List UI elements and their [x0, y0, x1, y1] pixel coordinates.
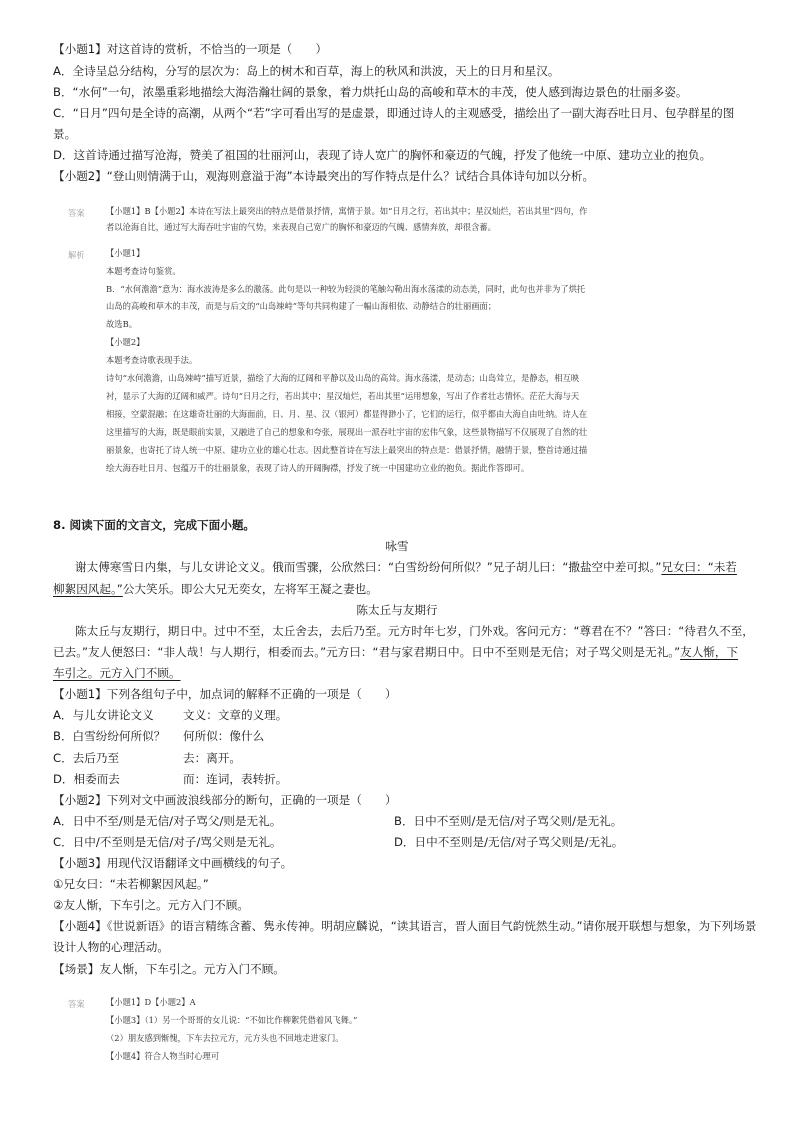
underlined-sentence: 柳絮因风起。”: [53, 582, 123, 596]
q8-s2-option-a: A．日中不至/则是无信/对子骂父/则是无礼。: [53, 814, 282, 828]
passage-2-line-2: 已去。”友人便怒曰：“非人哉！与人期行，相委而去。”元方曰：“君与家君期日中。日中不至则是无信；对子骂父则是无礼。”友人惭，下: [53, 645, 739, 659]
passage-2-line-1: 陈太丘与友期行，期日中。过中不至，太丘舍去，去后乃至。元方时年七岁，门外戏。客问元方：“尊君在不？”答曰：“待君久不至，: [75, 624, 754, 638]
q8-s1-option-d: D．相委而去 而：连词，表转折。: [53, 772, 288, 786]
underlined-sentence: 车引之。元方入门不顾。: [53, 666, 181, 680]
passage-1-line-2: 柳絮因风起。”公大笑乐。即公大兄无奕女，左将军王凝之妻也。: [53, 582, 378, 596]
q7-option-b: B．“水何”一句，浓墨重彩地描绘大海浩瀚壮阔的景象，着力烘托山岛的高峻和草木的丰茂，使人感到海边景色的壮丽多姿。: [53, 85, 688, 99]
q8-subquestion-4: 【小题4】《世说新语》的语言精练含蓄、隽永传神。明胡应麟说，“读其语言，晋人面目气韵恍然生动。”请你展开联想与想象，为下列场景: [53, 919, 757, 933]
q8-answer-line-2: 【小题3】（1）另一个哥哥的女儿说：“不如比作柳絮凭借着风飞舞。”: [106, 1015, 358, 1025]
q8-s1-option-b: B．白雪纷纷何所似？ 何所似：像什么: [53, 729, 265, 743]
passage-title-1: 咏雪: [385, 539, 409, 553]
underlined-sentence: 兄女曰：“未若: [661, 560, 737, 574]
analysis-line: 绘大海吞吐日月、包蕴万千的壮丽景象，表现了诗人的开阔胸襟，抒发了统一中国建功立业的抱负。据此作答即可。: [106, 463, 530, 473]
q7-subquestion-2: 【小题2】“登山则情满于山，观海则意溢于海”本诗最突出的写作特点是什么？试结合具体诗句加以分析。: [53, 169, 595, 183]
answer-label: 答案: [68, 208, 85, 218]
q8-heading: 8. 阅读下面的文言文，完成下面小题。: [53, 518, 256, 532]
passage-1-line-1: 谢太傅寒雪日内集，与儿女讲论文义。俄而雪骤，公欣然曰：“白雪纷纷何所似？”兄子胡儿曰：“撒盐空中差可拟。”兄女曰：“未若: [75, 560, 737, 574]
passage-title-2: 陈太丘与友期行: [356, 603, 438, 617]
q8-s3-item-2: ②友人惭，下车引之。元方入门不顾。: [53, 898, 249, 912]
q8-s2-option-b: B．日中不至则/是无信/对子骂父则/是无礼。: [394, 814, 623, 828]
q8-s1-option-c: C．去后乃至 去：离开。: [53, 751, 241, 765]
q8-s3-item-1: ①兄女曰：“未若柳絮因风起。”: [53, 877, 209, 891]
q8-subquestion-3: 【小题3】用现代汉语翻译文中画横线的句子。: [53, 856, 293, 870]
q7-answer-line-2: 者以沧海自比，通过写大海吞吐宇宙的气势，来表现自己宽广的胸怀和豪迈的气魄、感情奔放，却很含蓄。: [106, 222, 496, 232]
q8-answer-line-4: 【小题4】符合人物当时心理可: [106, 1051, 220, 1061]
q7-option-a: A．全诗呈总分结构，分写的层次为：岛上的树木和百草，海上的秋风和洪波，天上的日月和星汉。: [53, 64, 560, 78]
analysis-line: 本题考查诗句鉴赏。: [106, 266, 181, 276]
q7-option-d: D．这首诗通过描写沧海，赞美了祖国的壮丽河山，表现了诗人宽广的胸怀和豪迈的气魄，抒发了他统一中原、建功立业的抱负。: [53, 148, 712, 162]
underlined-sentence: 友人惭，下: [680, 645, 739, 659]
q7-subquestion-1: 【小题1】对这首诗的赏析，不恰当的一项是（ ）: [53, 42, 328, 56]
analysis-line: 山岛的高峻和草木的丰茂，而是与后文的“山岛竦峙”等句共同构建了一幅山海相依、动静结合的壮丽画面；: [106, 301, 497, 311]
q8-s1-option-a: A．与儿女讲论文义 文义：文章的义理。: [53, 708, 288, 722]
analysis-line: 丽景象，也寄托了诗人统一中原、建功立业的雄心壮志。因此整首诗在写法上最突出的特点是：借景抒情，融情于景，整首诗通过描: [106, 445, 588, 455]
analysis-label: 解析: [68, 250, 85, 260]
q8-answer-line-1: 【小题1】D【小题2】A: [106, 997, 196, 1007]
analysis-line: 故选B。: [106, 319, 137, 329]
q8-subquestion-4-cont: 设计人物的心理活动。: [53, 940, 169, 954]
q7-option-c: C．“日月”四句是全诗的高潮，从两个“若”字可看出写的是虚景，即通过诗人的主观感受，描绘出了一副大海吞吐日月、包孕群星的图: [53, 106, 735, 120]
analysis-line: 【小题2】: [106, 337, 145, 347]
q8-answer-line-3: （2）朋友感到惭愧，下车去拉元方，元方头也不回地走进家门。: [106, 1033, 344, 1043]
q8-subquestion-2: 【小题2】下列对文中画波浪线部分的断句，正确的一项是（ ）: [53, 793, 397, 807]
q7-answer-line-1: 【小题1】B【小题2】本诗在写法上最突出的特点是借景抒情，寓情于景。如“日月之行，若出其中；星汉灿烂，若出其里”四句，作: [106, 206, 588, 216]
answer-label: 答案: [68, 999, 85, 1009]
analysis-line: 【小题1】: [106, 248, 145, 258]
analysis-line: 本题考查诗歌表现手法。: [106, 355, 198, 365]
q7-option-c-cont: 景。: [53, 127, 77, 141]
q8-scene: 【场景】友人惭，下车引之。元方入门不顾。: [53, 962, 285, 976]
analysis-line: 这里描写的大海，既是眼前实景，又融进了自己的想象和夸张，展现出一派吞吐宇宙的宏伟气象，这些景物描写不仅展现了自然的壮: [106, 427, 588, 437]
analysis-line: 相接，空蒙混融；在这雄奇壮丽的大海面前，日、月、星、汉（银河）都显得渺小了，它们的运行，似乎都由大海自由吐纳。诗人在: [106, 409, 588, 419]
analysis-line: 衬，显示了大海的辽阔和威严。诗句“日月之行，若出其中；星汉灿烂，若出其里”运用想象，写出了作者壮志情怀。茫茫大海与天: [106, 391, 580, 401]
analysis-line: 诗句“水何澹澹，山岛竦峙”描写近景，描绘了大海的辽阔和平静以及山岛的高耸。海水荡漾，是动态；山岛耸立，是静态，相互映: [106, 373, 580, 383]
q8-subquestion-1: 【小题1】下列各组句子中，加点词的解释不正确的一项是（ ）: [53, 687, 397, 701]
q8-s2-option-c: C．日中/不至则是无信/对子/骂父则是无礼。: [53, 835, 282, 849]
passage-2-line-3: [53, 663, 181, 684]
q8-s2-option-d: D．日中不至则是/无信/对子骂父则是/无礼。: [394, 835, 624, 849]
analysis-line: B．“水何澹澹”意为：海水波涛是多么的激荡。此句是以一种较为轻淡的笔触勾勒出海水荡漾的动态美，同时，此句也并非为了烘托: [106, 284, 586, 294]
